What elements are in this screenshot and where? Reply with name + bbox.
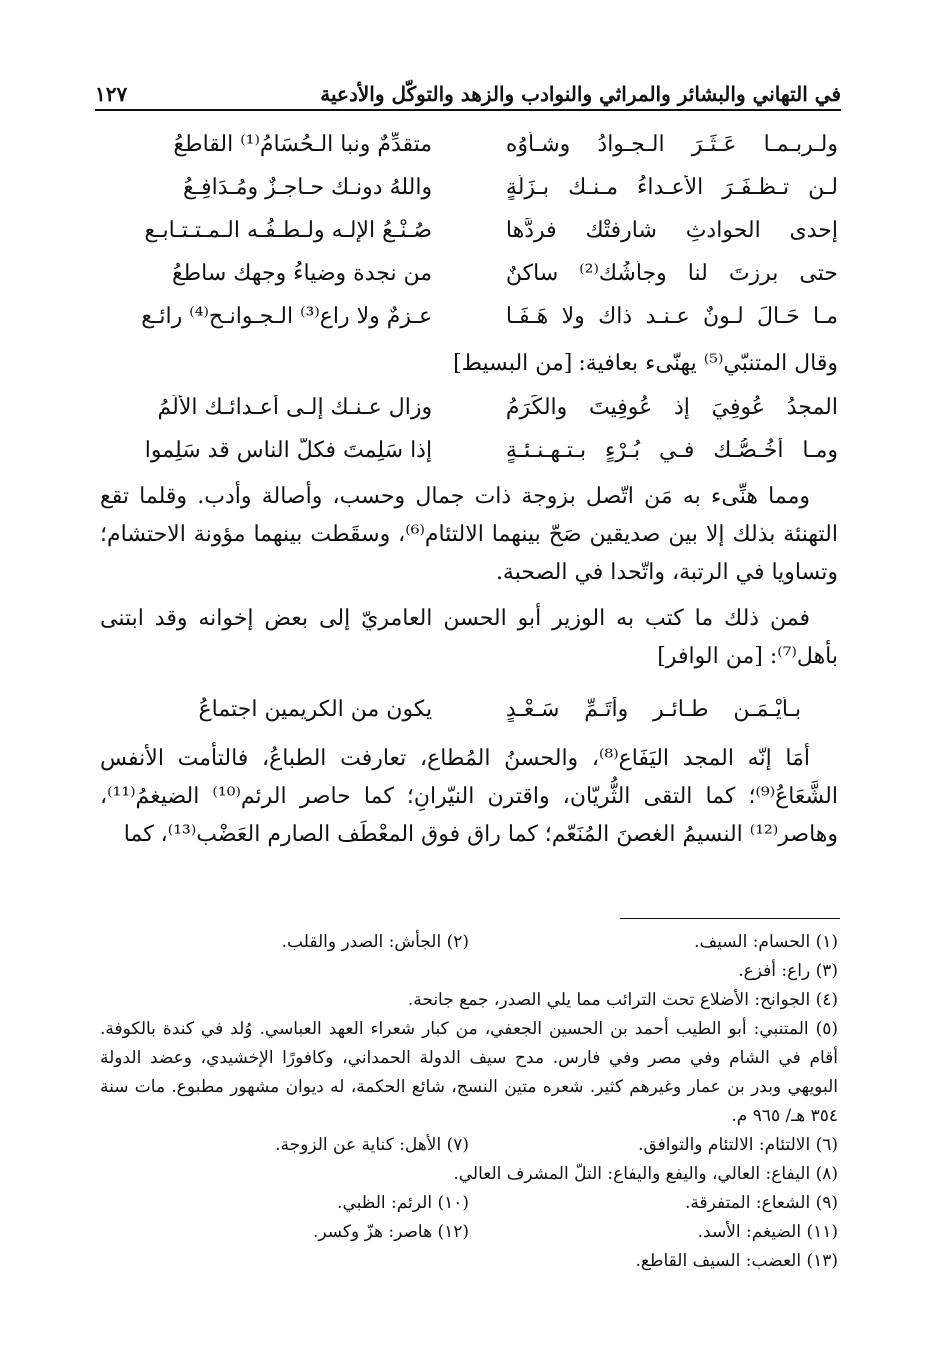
footnote: (١) الحسام: السيف. [694, 932, 838, 952]
poem-intro [100, 340, 838, 386]
verse-first-hemistich: إحدى الحوادثِ شارفتْك فردَّها [505, 218, 838, 243]
poem-block [100, 386, 838, 472]
verse-second-hemistich: واللهُ دونـك حـاجـزٌ ومُـدَافِـعُ [182, 175, 433, 200]
footnote: (٥) المتنبي: أبو الطيب أحمد بن الحسين الجعفي، من كبار شعراء العهد العباسي. وُلد في كندة بالكوفة. أقام في الشام وفي مصر وفي فارس. مدح سيف الدولة الحمداني، وكافورًا الإخشيدي، وعضد الدولة البويهي وبدر بن عمار وغيرهم كثير. شعره متين النسج، شائع الحكمة، له ديوان مشهور مطبوع. مات سنة ٣٥٤ هـ/ ٩٦٥ م. [100, 1019, 838, 1126]
verse-line [100, 252, 838, 295]
page-number: ١٢٧ [95, 82, 128, 106]
footnote: (١٣) العضب: السيف القاطع. [635, 1251, 838, 1271]
footnote-row [100, 1189, 838, 1218]
footnote-rule [620, 918, 840, 919]
prose-paragraph: فمن ذلك ما كتب به الوزير أبو الحسن العامريّ إلى بعض إخوانه وقد ابتنى بأهل⁽⁷⁾: [من الوافر] [100, 606, 838, 669]
footnote-row [100, 1218, 838, 1247]
footnote: (٨) اليفاع: العالي، واليفع واليفاع: التلّ المشرف العالي. [453, 1164, 838, 1184]
verse-first-hemistich: مـا حَـالَ لـونٌ عـنـد ذاك ولا هَـفَـا [505, 304, 838, 329]
verse-second-hemistich: عـزمٌ ولا راع⁽³⁾ الـجـوانـح⁽⁴⁾ رائـع [141, 304, 433, 329]
footnote: (١٠) الرئم: الظبي. [337, 1193, 469, 1213]
footnote: (٩) الشعاع: المتفرقة. [684, 1193, 838, 1213]
verse-first-hemistich: ومـا أخُـصُّـك فـي بُـرْءٍ بـتـهـنـئـةٍ [505, 438, 838, 463]
footnote-row [100, 928, 838, 957]
poem-block [100, 123, 838, 338]
footnote: (١١) الضيغم: الأسد. [697, 1222, 838, 1242]
verse-first-hemistich: ولـربـمـا عَـثَـرَ الـجـوادُ وشـأْوُه [505, 132, 838, 157]
verse-line [100, 684, 838, 734]
footnote-row [100, 1131, 838, 1160]
verse-line [100, 166, 838, 209]
verse-second-hemistich: صُـنْـعُ الإلـه ولـطـفُـه الـمـتـتـابـع [144, 218, 433, 243]
verse-second-hemistich: يكون من الكريمينِ اجتماعُ [198, 696, 433, 722]
verse-line [100, 295, 838, 338]
verse-second-hemistich: متقدِّمٌ ونبا الـحُسَامُ⁽¹⁾ القاطعُ [173, 132, 433, 157]
verse-first-hemistich: بـأيْـمَـنِ طـائـرٍ وأتَـمِّ سَـعْـدٍ [505, 696, 802, 722]
verse-line [100, 386, 838, 429]
verse-second-hemistich: وزال عـنـك إلـى أعـدائـك الألَمُ [157, 395, 433, 420]
main-text [100, 123, 838, 862]
verse-first-hemistich: المجدُ عُوفِيَ إذ عُوفِيتَ والكَرَمُ [505, 395, 838, 420]
footnotes [100, 928, 838, 1276]
footnote: (٦) الالتئام: الالتئام والتوافق. [638, 1135, 838, 1155]
footnote: (٤) الجوانح: الأضلاع تحت الترائب مما يلي الصدر، جمع جانحة. [407, 990, 838, 1010]
verse-second-hemistich: إذا سَلِمتَ فكلُّ الناس قد سَلِموا [144, 438, 433, 463]
verse-line [100, 429, 838, 472]
footnote: (٢) الجأش: الصدر والقلب. [281, 932, 469, 952]
prose-paragraph: أمَا إنّه المجد اليَفَاع⁽⁸⁾، والحسنُ المُطاع، تعارفت الطباعُ، فالتأمت الأنفس الشَّعَاعُ⁽⁹⁾؛ كما التقى الثُّريّان، واقترن النيّرانِ؛ كما حاصر الرئم⁽¹⁰⁾ الضيغمُ⁽¹¹⁾، وهاصر⁽¹²⁾ النسيمُ الغصنَ المُنَعّم؛ كما راق فوق المعْطَف الصارم العَضْب⁽¹³⁾، كما [100, 746, 838, 847]
prose-paragraph: ومما هنِّىء به مَن اتّصل بزوجة ذات جمال وحسب، وأصالة وأدب. وقلما تقع التهنئة بذلك إلا بين صديقين صَحّ بينهما الالتئام⁽⁶⁾، وسقَطت بينهما مؤونة الاحتشام؛ وتساويا في الرتبة، واتّحدا في الصحبة. [100, 484, 838, 585]
footnote: (٧) الأهل: كناية عن الزوجة. [275, 1135, 469, 1155]
intro-text: وقال المتنبّي⁽⁵⁾ يهنّىء بعافية: [578, 350, 838, 376]
verse-line [100, 123, 838, 166]
meter-label: [من البسيط] [453, 350, 573, 376]
verse-line [100, 209, 838, 252]
verse-second-hemistich: من نجدة وضياءُ وجهِك ساطعُ [171, 261, 433, 286]
header-rule [95, 109, 841, 111]
footnote: (٣) راع: أفزع. [738, 961, 838, 981]
running-title: في التهاني والبشائر والمراثي والنوادب والزهد والتوكّل والأدعية [320, 82, 841, 106]
footnote: (١٢) هاصر: هزّ وكسر. [312, 1222, 469, 1242]
page-header [95, 62, 841, 106]
verse-first-hemistich: لـن تـظـفَـرَ الأعـداءُ مـنـك بـزَلَّةٍ [505, 175, 838, 200]
verse-first-hemistich: حتى برزتَ لنا وجأشُك⁽²⁾ ساكنٌ [505, 261, 838, 286]
